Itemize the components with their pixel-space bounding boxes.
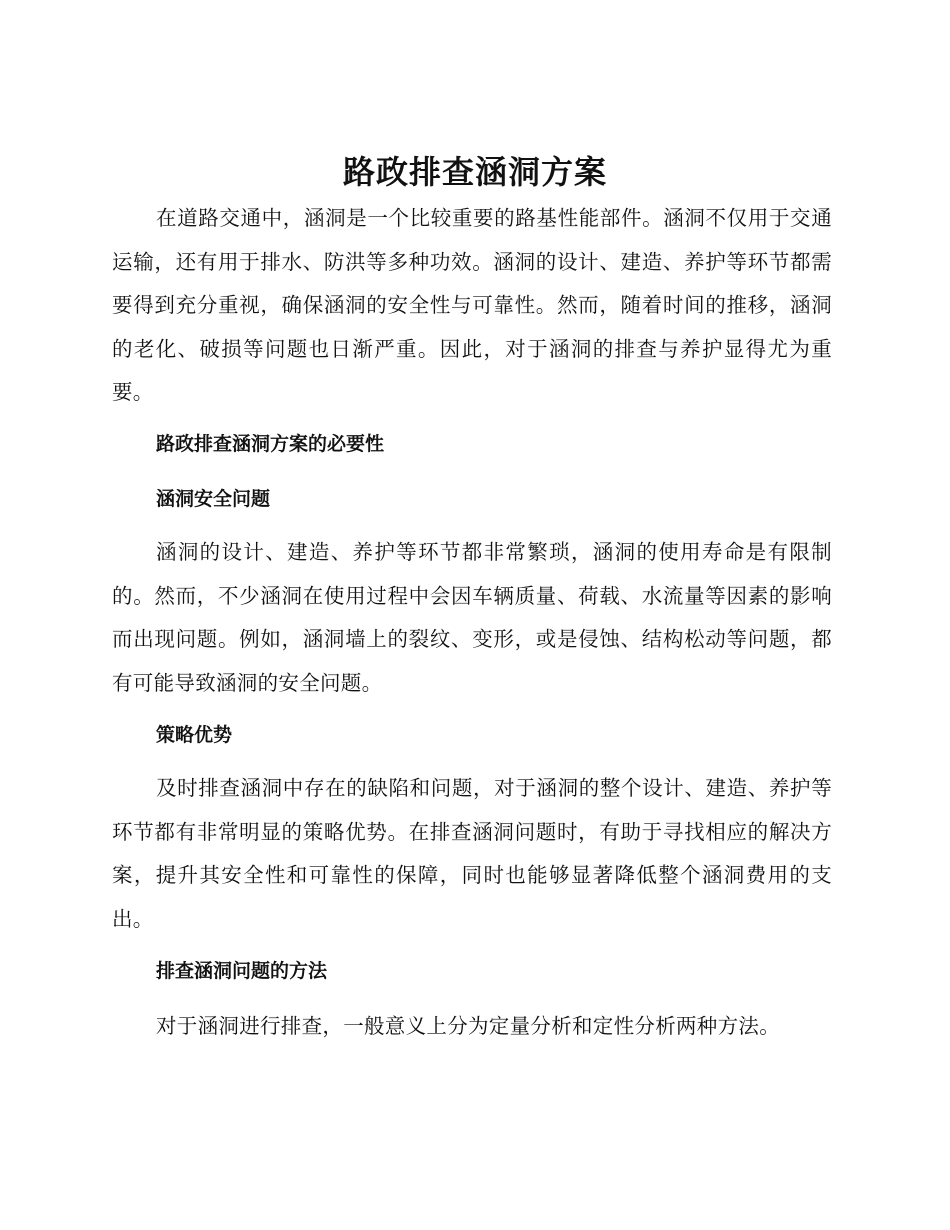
section-heading-necessity: 路政排查涵洞方案的必要性 xyxy=(156,433,385,455)
document-title: 路政排查涵洞方案 xyxy=(342,153,607,191)
advantage-paragraph: 及时排查涵洞中存在的缺陷和问题，对于涵洞的整个设计、建造、养护等环节都有非常明显的策略优势。在排查涵洞问题时，有助于寻找相应的解决方案，提升其安全性和可靠性的保障，同时也能够显著降低整个涵洞费用的支出。 xyxy=(112,776,832,931)
subsection-heading-advantage: 策略优势 xyxy=(156,724,233,746)
intro-paragraph: 在道路交通中，涵洞是一个比较重要的路基性能部件。涵洞不仅用于交通运输，还有用于排水、防洪等多种功效。涵洞的设计、建造、养护等环节都需要得到充分重视，确保涵洞的安全性与可靠性。然而，随着时间的推移，涵洞的老化、破损等问题也日渐严重。因此，对于涵洞的排查与养护显得尤为重要。 xyxy=(112,206,832,404)
subsection-heading-safety: 涵洞安全问题 xyxy=(156,488,271,510)
safety-paragraph: 涵洞的设计、建造、养护等环节都非常繁琐，涵洞的使用寿命是有限制的。然而，不少涵洞在使用过程中会因车辆质量、荷载、水流量等因素的影响而出现问题。例如，涵洞墙上的裂纹、变形，或是侵蚀、结构松动等问题，都有可能导致涵洞的安全问题。 xyxy=(112,540,832,695)
section-heading-methods: 排查涵洞问题的方法 xyxy=(156,960,328,982)
methods-paragraph: 对于涵洞进行排查，一般意义上分为定量分析和定性分析两种方法。 xyxy=(156,1014,780,1038)
